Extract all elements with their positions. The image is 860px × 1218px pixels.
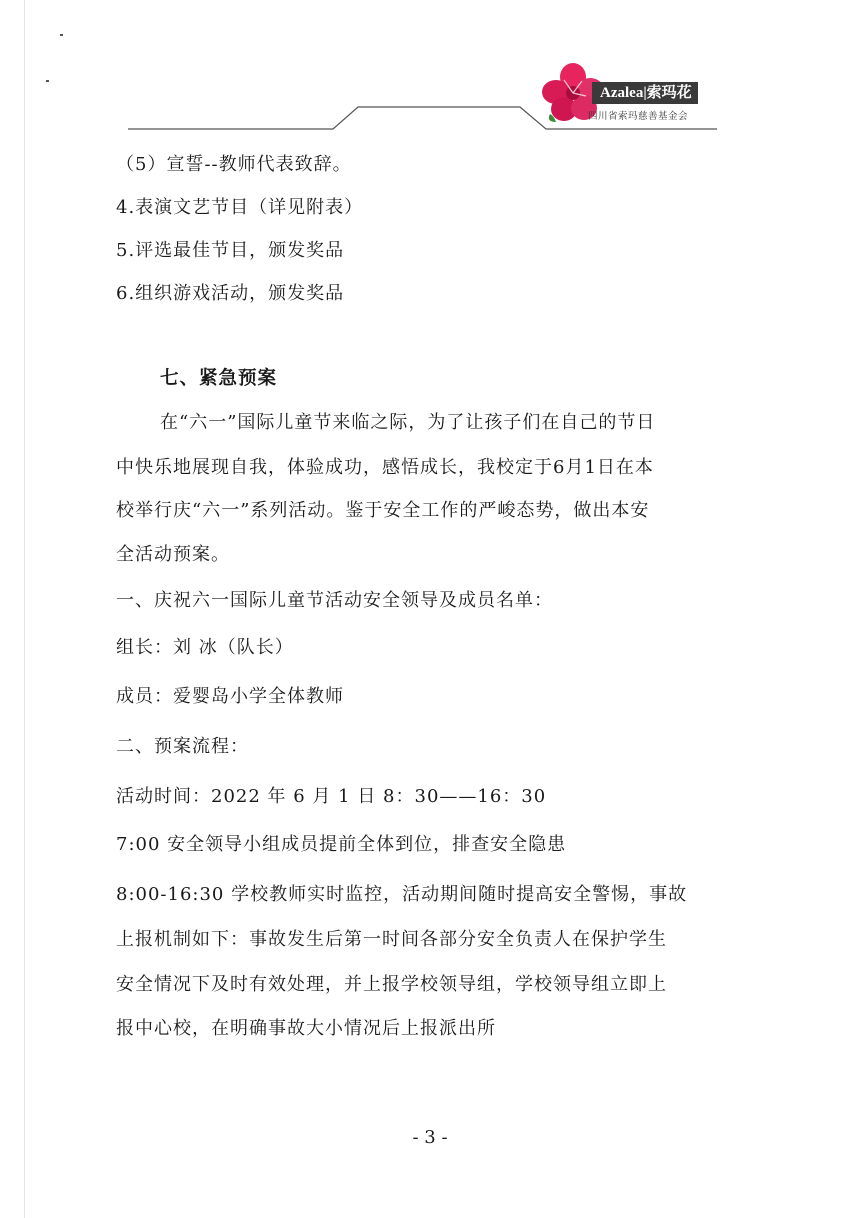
body-line: 全活动预案。	[116, 544, 230, 565]
page-edge	[24, 0, 25, 1218]
body-line: 在“六一”国际儿童节来临之际，为了让孩子们在自己的节日	[160, 412, 656, 433]
body-line: 上报机制如下：事故发生后第一时间各部分安全负责人在保护学生	[116, 929, 667, 950]
body-line: 组长：刘 冰（队长）	[116, 637, 294, 658]
body-line: 中快乐地展现自我，体验成功，感悟成长，我校定于6月1日在本	[116, 457, 654, 478]
body-line: 二、预案流程：	[116, 736, 249, 757]
body-line: 报中心校，在明确事故大小情况后上报派出所	[116, 1018, 496, 1039]
body-line: 8:00-16:30 学校教师实时监控，活动期间随时提高安全警惕，事故	[116, 884, 688, 905]
section-heading: 七、紧急预案	[160, 368, 278, 389]
body-line: （5）宣誓--教师代表致辞。	[116, 154, 352, 175]
page-number: - 3 -	[412, 1127, 448, 1148]
logo-title: Azalea|索玛花	[592, 82, 698, 104]
body-line: 6.组织游戏活动，颁发奖品	[116, 283, 345, 304]
body-line: 一、庆祝六一国际儿童节活动安全领导及成员名单：	[116, 590, 553, 611]
foundation-logo	[542, 62, 722, 128]
body-line: 校举行庆“六一”系列活动。鉴于安全工作的严峻态势，做出本安	[116, 500, 650, 521]
body-line: 成员：爱婴岛小学全体教师	[116, 686, 344, 707]
body-line: 活动时间：2022 年 6 月 1 日 8：30——16：30	[116, 786, 547, 807]
body-line: 安全情况下及时有效处理，并上报学校领导组，学校领导组立即上	[116, 974, 667, 995]
body-line: 5.评选最佳节目，颁发奖品	[116, 240, 345, 261]
header-rule	[0, 0, 860, 140]
body-line: 4.表演文艺节目（详见附表）	[116, 197, 364, 218]
logo-subtitle: 四川省索玛慈善基金会	[588, 111, 689, 122]
body-line: 7:00 安全领导小组成员提前全体到位，排查安全隐患	[116, 834, 567, 855]
